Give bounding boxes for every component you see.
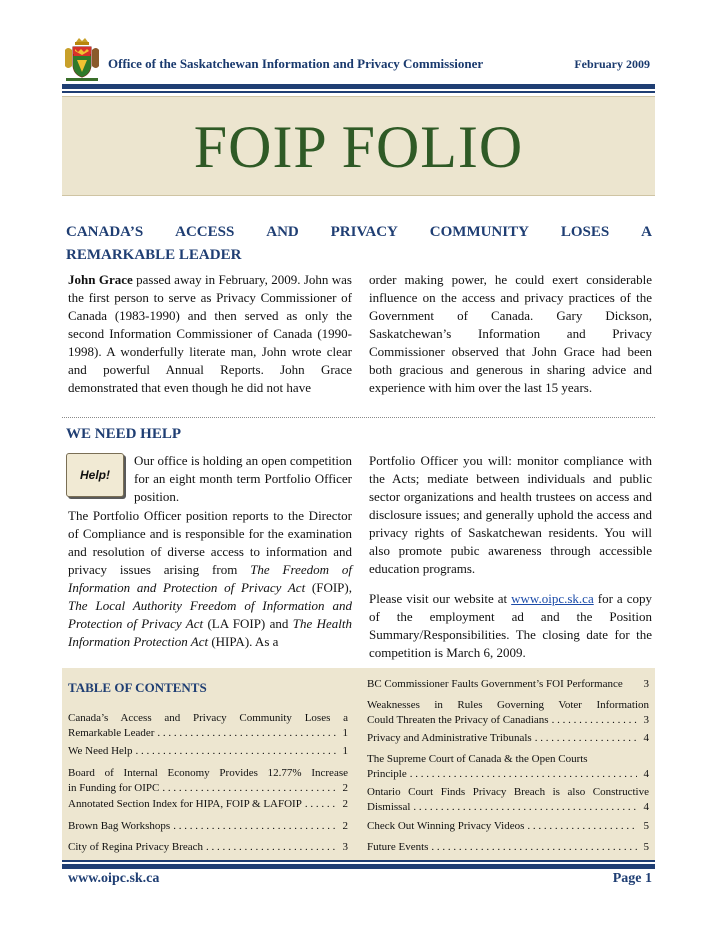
article2-column2-p1: Portfolio Officer you will: monitor compliance with the Acts; mediate between individuals and public sector organizations and health trustees on access and disclosure issues; and generally uphold the access and privacy rights of Saskatchewan residents. You will also promote pubic awareness through accessible education programs. (369, 453, 652, 576)
footer-rule-thin (62, 860, 655, 862)
toc-entry-title: The Supreme Court of Canada & the Open Courts (367, 753, 588, 765)
article1-column1 (68, 271, 352, 397)
article-title-line1 (66, 224, 652, 241)
footer-website-link[interactable]: www.oipc.sk.ca (68, 871, 160, 886)
toc-entry[interactable] (367, 731, 649, 746)
act-name-foip: The Freedom of Information and Protection of Privacy Act (68, 562, 352, 595)
p2-text-a: The Portfolio Officer position reports to the Director of Compliance and is responsible for the examination and resolution of diverse access to information and privacy issues arising from (68, 508, 352, 577)
toc-entry[interactable] (367, 752, 649, 782)
toc-entry-title: Check Out Winning Privacy Videos (367, 820, 525, 832)
toc-entry[interactable] (68, 840, 348, 855)
footer-rule (62, 864, 655, 869)
footer-page-number: Page 1 (612, 871, 652, 886)
p3-text-a: Please visit our website at (369, 591, 512, 606)
toc-entry-title: Privacy and Administrative Tribunals (367, 732, 532, 744)
masthead-title: FOIP FOLIO (193, 114, 524, 180)
toc-page-number: 2 (342, 820, 348, 832)
act-name-hipa: The Health Information Protection Act (68, 616, 352, 649)
masthead-banner (62, 96, 655, 196)
toc-leader (157, 726, 335, 741)
toc-page-number: 4 (643, 801, 649, 813)
toc-entry-title-cont: Principle (367, 768, 407, 780)
toc-title: TABLE OF CONTENTS (68, 680, 207, 695)
title-word: COMMUNITY (429, 224, 529, 240)
toc-entry-title: BC Commissioner Faults Government’s FOI Performance (367, 678, 623, 690)
article1-column1-text: passed away in February, 2009. John was the first person to serve as Privacy Commissioner of Canada (1983-1990) and then served as only the second Information Commissioner of Canada (1990-1998). A wonderfully literate man, John wrote clear and powerful Annual Reports. John Grace demonstrated that even though he did not have (68, 272, 352, 395)
title-word: CANADA’S (66, 224, 144, 240)
toc-page-number: 5 (643, 820, 649, 832)
toc-page-number: 2 (342, 782, 348, 794)
toc-entry-title: Future Events (367, 841, 429, 853)
toc-entry-title: Canada’s Access and Privacy Community Loses a (68, 712, 348, 724)
title-word: AND (266, 224, 299, 240)
website-link[interactable]: www.oipc.sk.ca (511, 591, 594, 606)
toc-leader (527, 819, 636, 834)
article2-column2-p2 (369, 590, 652, 662)
toc-page-number: 4 (643, 732, 649, 744)
header-rule (62, 84, 655, 89)
toc-entry[interactable] (367, 840, 649, 855)
help-sign-label: Help! (80, 468, 110, 482)
toc-entry-title-cont: Dismissal (367, 801, 411, 813)
toc-entry[interactable] (68, 766, 348, 796)
title-word: A (641, 224, 652, 240)
toc-page-number: 5 (643, 841, 649, 853)
toc-page-number: 1 (342, 727, 348, 739)
toc-entry[interactable] (367, 785, 649, 815)
p2-text-b: (FOIP), (305, 580, 352, 595)
article1-column2: order making power, he could exert considerable influence on the access and privacy practices of the Government of Canada. Gary Dickson, Saskatchewan’s Information and Privacy Commissioner observed that John Grace had been both gracious and generous in sharing advice and experience with him over the last 15 years. (369, 272, 652, 395)
header-date: February 2009 (574, 57, 650, 71)
toc-entry-title: Ontario Court Finds Privacy Breach is also Constructive (367, 786, 649, 798)
toc-leader (206, 840, 335, 855)
toc-page-number: 1 (342, 745, 348, 757)
article-title-line2: REMARKABLE LEADER (66, 247, 242, 263)
toc-leader (535, 731, 637, 746)
toc-leader (410, 767, 637, 782)
toc-entry[interactable] (68, 744, 348, 759)
p2-text-c: (LA FOIP) and (203, 616, 293, 631)
title-word: PRIVACY (330, 224, 398, 240)
toc-leader (162, 781, 335, 796)
act-name-lafoip: The Local Authority Freedom of Information and Protection of Privacy Act (68, 598, 352, 631)
toc-entry-title: Board of Internal Economy Provides 12.77% Increase (68, 767, 348, 779)
toc-entry[interactable] (367, 698, 649, 728)
toc-leader (431, 840, 636, 855)
toc-entry-title: Brown Bag Workshops (68, 820, 171, 832)
header-office-name: Office of the Saskatchewan Information and Privacy Commissioner (108, 56, 484, 71)
toc-leader (413, 800, 636, 815)
toc-entry[interactable] (367, 819, 649, 834)
title-word: LOSES (560, 224, 610, 240)
toc-leader (173, 819, 335, 834)
toc-entry-title: Annotated Section Index for HIPA, FOIP & LAFOIP (68, 798, 302, 810)
section-divider (62, 417, 655, 418)
toc-entry[interactable] (68, 797, 348, 812)
article2-intro: Our office is holding an open competition for an eight month term Portfolio Officer position. (134, 453, 352, 504)
lead-name: John Grace (68, 272, 133, 287)
header-rule-thin (62, 91, 655, 93)
toc-entry-title: We Need Help (68, 745, 133, 757)
toc-entry-title-cont: Could Threaten the Privacy of Canadians (367, 714, 549, 726)
toc-entry-title: City of Regina Privacy Breach (68, 841, 204, 853)
toc-page-number: 2 (342, 798, 348, 810)
p3-text-b: for a copy of the employment ad and the Position Summary/Responsibilities. The closing date for the competition is March 6, 2009. (369, 591, 652, 660)
p2-text-d: (HIPA). As a (208, 634, 279, 649)
toc-page-number: 3 (643, 678, 649, 690)
toc-entry[interactable] (367, 677, 649, 692)
toc-entry-title-cont: in Funding for OIPC (68, 782, 160, 794)
toc-page-number: 3 (643, 714, 649, 726)
help-sign-icon (66, 453, 124, 497)
toc-entry-title: Weaknesses in Rules Governing Voter Information (367, 699, 649, 711)
toc-entry[interactable] (68, 711, 348, 741)
article2-column1-body (68, 507, 352, 651)
toc-leader (552, 713, 637, 728)
toc-leader (305, 797, 336, 812)
toc-page-number: 3 (342, 841, 348, 853)
article2-title: WE NEED HELP (66, 426, 182, 442)
toc-entry[interactable] (68, 819, 348, 834)
toc-page-number: 4 (643, 768, 649, 780)
toc-entry-title-cont: Remarkable Leader (68, 727, 155, 739)
toc-leader (135, 744, 335, 759)
coat-of-arms-icon (62, 36, 102, 82)
title-word: ACCESS (175, 224, 235, 240)
